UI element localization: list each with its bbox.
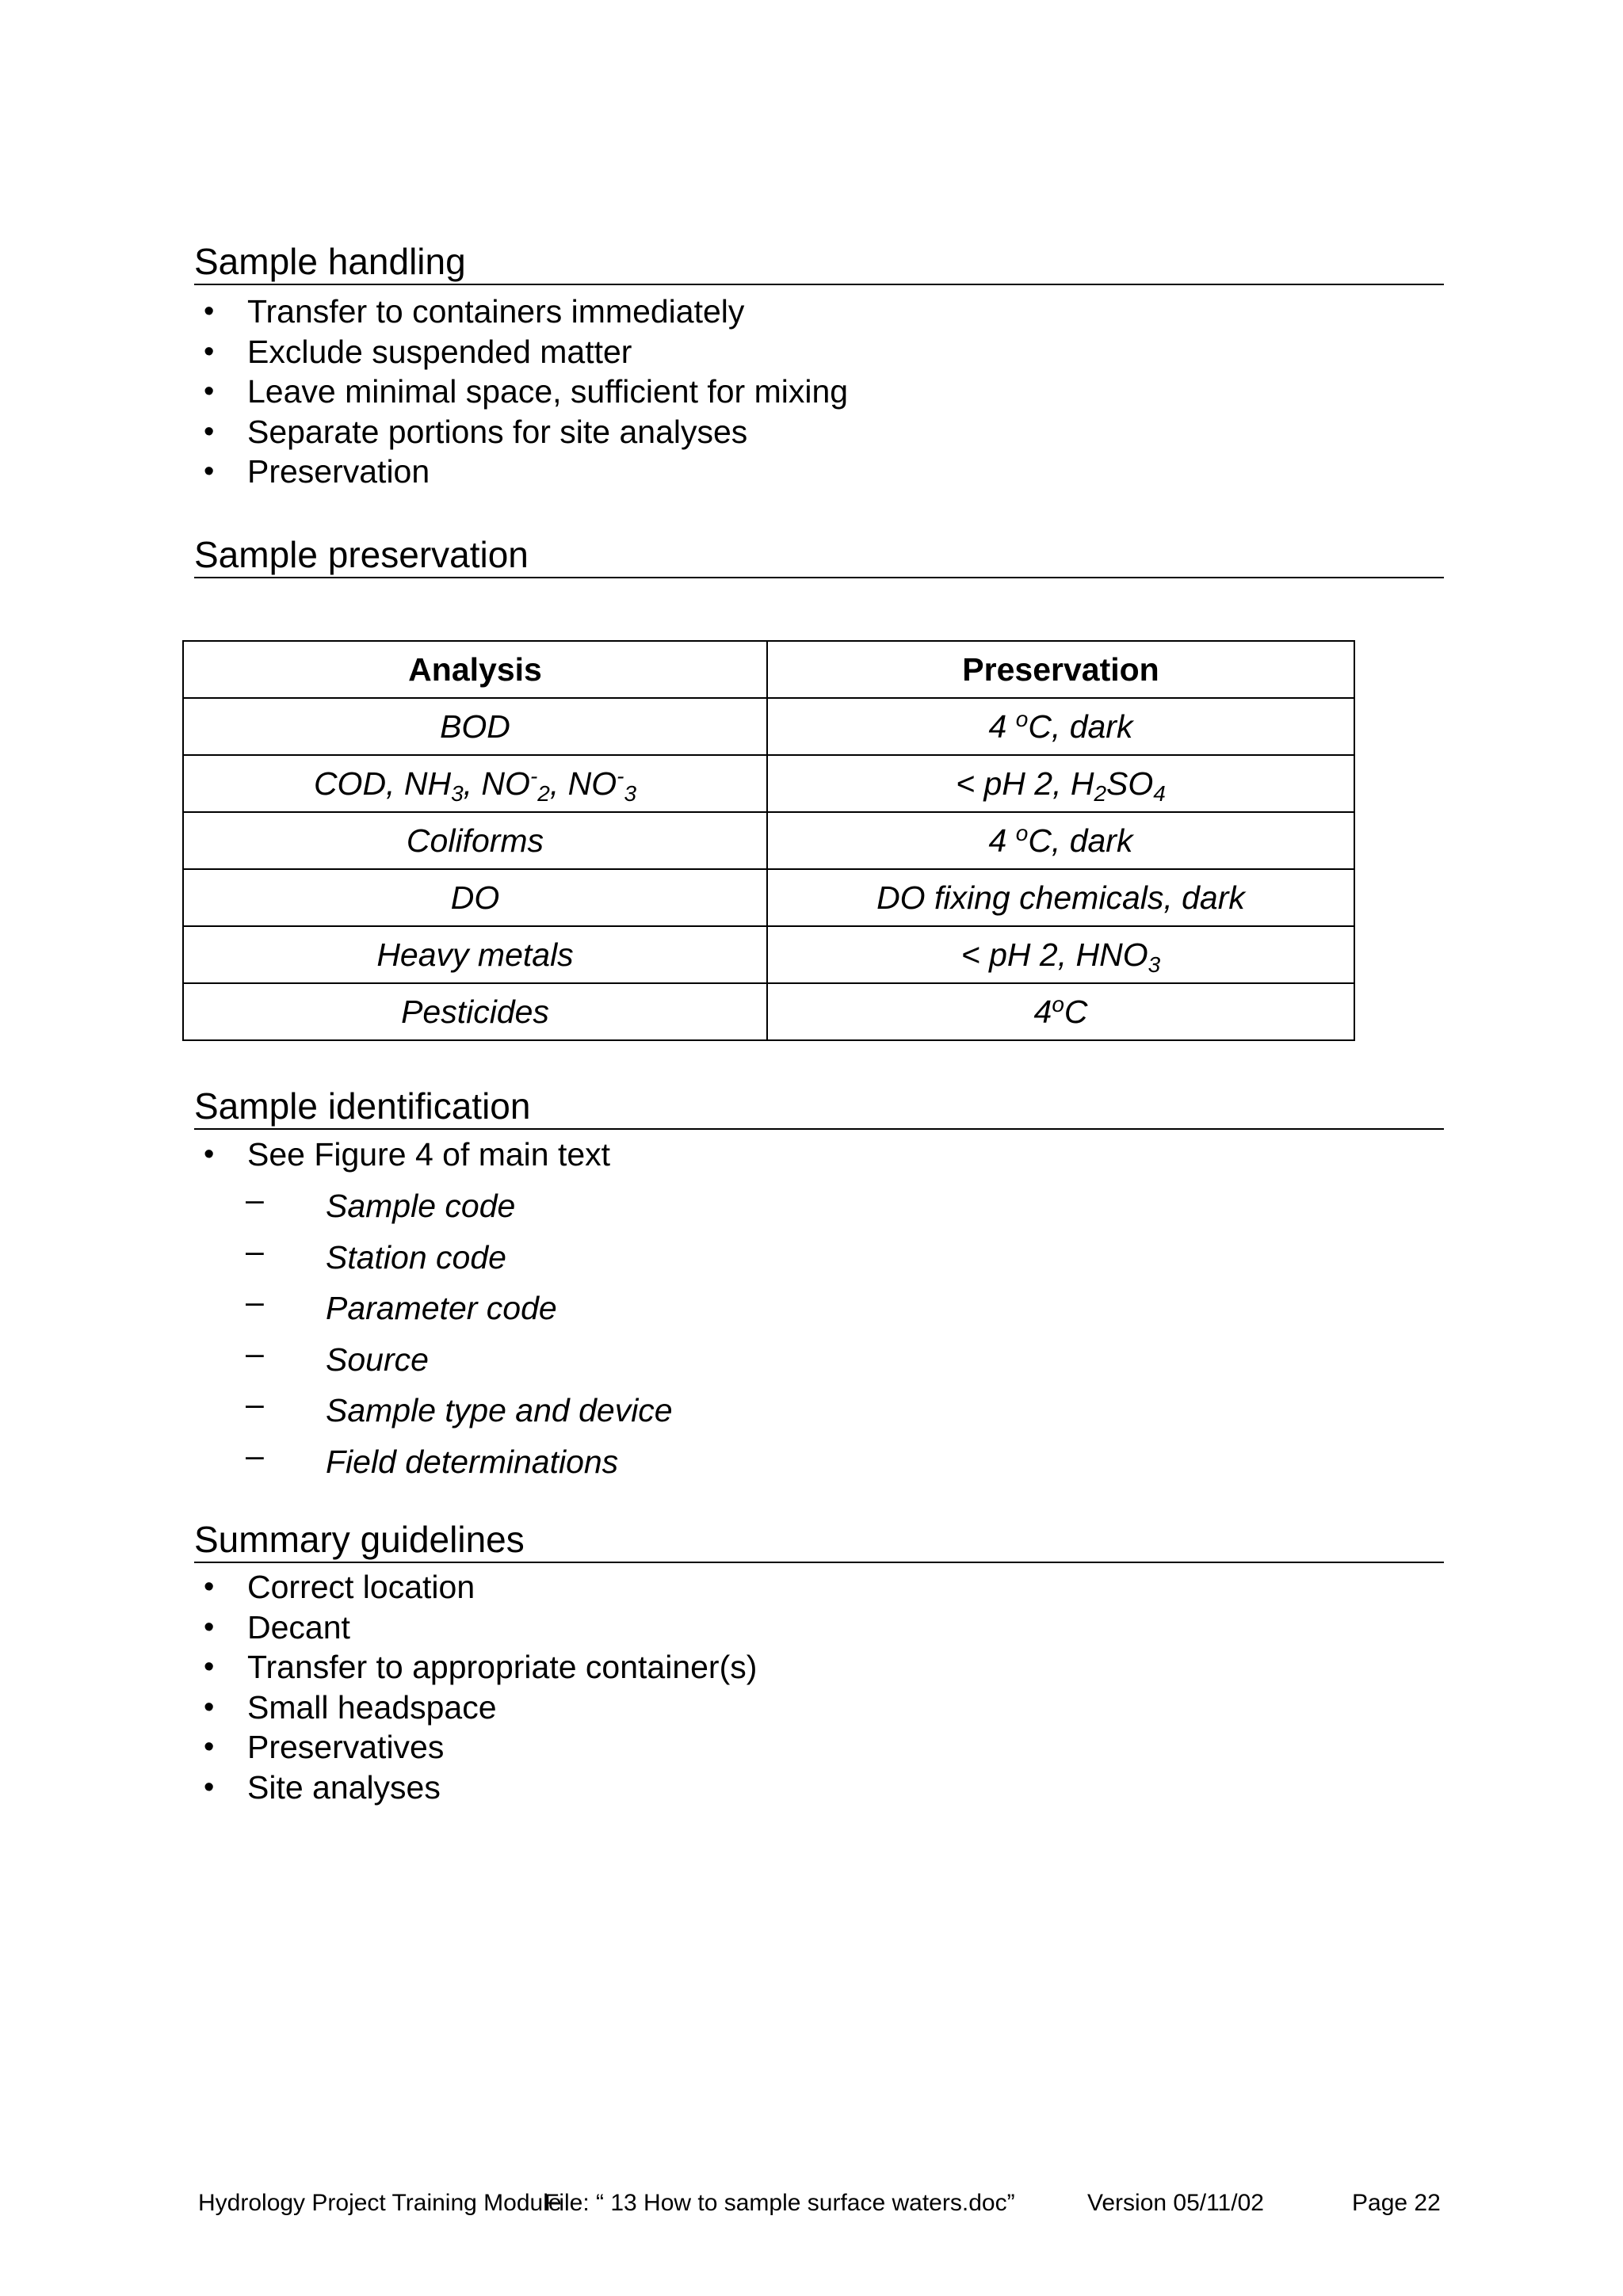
table-row	[183, 812, 1354, 869]
list-item: • Preservatives	[194, 1727, 757, 1768]
preservation-cell: DO fixing chemicals, dark	[767, 869, 1354, 926]
analysis-cell: BOD	[183, 698, 767, 755]
footer-version: Version 05/11/02	[1087, 2190, 1264, 2216]
analysis-cell: COD, $NH_3$, $NO^-_2$, $NO^-_3$	[183, 755, 767, 812]
list-item: • Decant	[194, 1608, 757, 1648]
bullet-icon: •	[204, 1770, 215, 1804]
table-header-row	[183, 641, 1354, 698]
bullet-icon: •	[204, 1690, 215, 1724]
heading-summary-guidelines: Summary guidelines	[194, 1520, 1444, 1563]
list-item: • Transfer to appropriate container(s)	[194, 1647, 757, 1688]
dash-icon: –	[246, 1283, 264, 1321]
list-item: • See Figure 4 of main text	[194, 1135, 610, 1175]
bullet-icon: •	[204, 334, 215, 368]
list-item: – Source	[246, 1334, 673, 1386]
preservation-cell: 4$^o$C	[767, 983, 1354, 1040]
table-row	[183, 869, 1354, 926]
bullet-icon: •	[204, 1650, 215, 1684]
preservation-cell: 4 $^o$C, dark	[767, 812, 1354, 869]
analysis-cell: Heavy metals	[183, 926, 767, 983]
bullet-icon: •	[204, 1730, 215, 1764]
sample-identification-list	[194, 1135, 610, 1175]
bullet-icon: •	[204, 414, 215, 448]
bullet-icon: •	[204, 375, 215, 408]
preservation-cell: < pH 2, $HNO_3$	[767, 926, 1354, 983]
bullet-icon: •	[204, 1570, 215, 1604]
dash-icon: –	[246, 1386, 264, 1423]
table-row	[183, 755, 1354, 812]
analysis-cell: Coliforms	[183, 812, 767, 869]
preservation-cell: < pH 2, $H_2SO_4$	[767, 755, 1354, 812]
list-item: • Correct location	[194, 1567, 757, 1608]
bullet-icon: •	[204, 455, 215, 488]
preservation-cell: 4 $^o$C, dark	[767, 698, 1354, 755]
sample-handling-list	[194, 292, 848, 492]
bullet-icon: •	[204, 1138, 215, 1171]
summary-guidelines-list	[194, 1567, 757, 1807]
heading-sample-identification: Sample identification	[194, 1086, 1444, 1130]
dash-icon: –	[246, 1436, 264, 1474]
list-item: • Small headspace	[194, 1688, 757, 1728]
footer-page-number: Page 22	[1352, 2190, 1441, 2216]
bullet-icon: •	[204, 1610, 215, 1644]
list-item: – Sample code	[246, 1180, 673, 1232]
heading-sample-handling: Sample handling	[194, 242, 1444, 285]
list-item: • Exclude suspended matter	[194, 332, 848, 372]
table-row	[183, 698, 1354, 755]
footer-file: File: “ 13 How to sample surface waters.doc”	[544, 2190, 1015, 2216]
bullet-icon: •	[204, 295, 215, 328]
analysis-cell: Pesticides	[183, 983, 767, 1040]
dash-icon: –	[246, 1181, 264, 1218]
list-item: • Separate portions for site analyses	[194, 412, 848, 452]
list-item: – Station code	[246, 1232, 673, 1283]
footer-module: Hydrology Project Training Module	[198, 2190, 562, 2216]
dash-icon: –	[246, 1334, 264, 1371]
list-item: – Field determinations	[246, 1436, 673, 1488]
list-item: – Parameter code	[246, 1283, 673, 1334]
list-item: • Transfer to containers immediately	[194, 292, 848, 332]
preservation-table	[182, 640, 1355, 1041]
list-item: – Sample type and device	[246, 1385, 673, 1436]
analysis-cell: DO	[183, 869, 767, 926]
column-header-preservation: Preservation	[767, 641, 1354, 698]
table-row	[183, 983, 1354, 1040]
list-item: • Leave minimal space, sufficient for mixing	[194, 372, 848, 412]
list-item: • Site analyses	[194, 1768, 757, 1808]
list-item: • Preservation	[194, 452, 848, 492]
column-header-analysis: Analysis	[183, 641, 767, 698]
table-row	[183, 926, 1354, 983]
dash-icon: –	[246, 1232, 264, 1269]
heading-sample-preservation: Sample preservation	[194, 535, 1444, 578]
sample-identification-sublist	[246, 1180, 673, 1488]
